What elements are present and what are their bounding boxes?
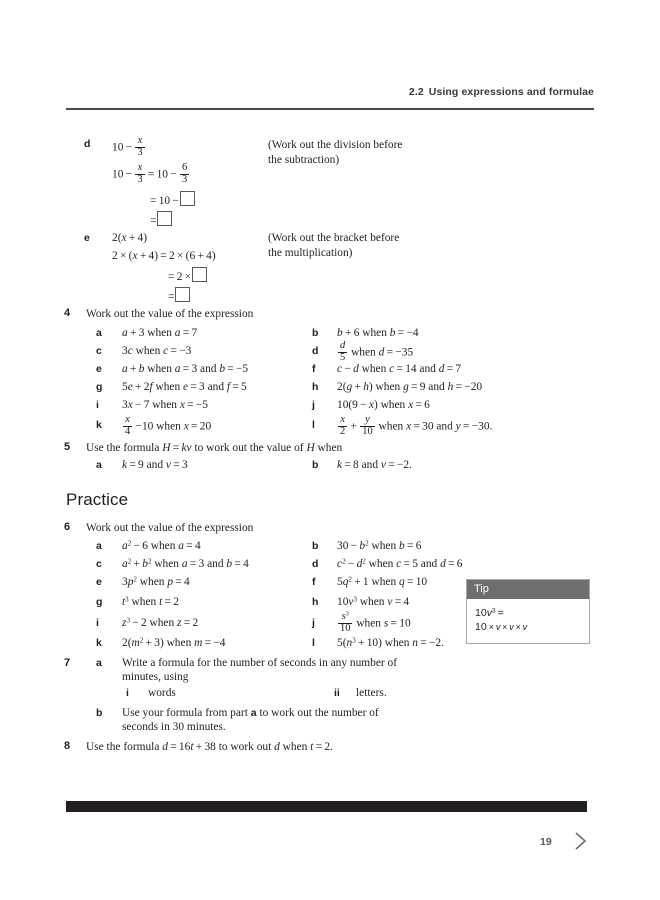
question-6-item-k: $2(m^2 + 3)$ when m = −4 <box>122 636 226 649</box>
question-4-item-e: a + b when a = 3 and b = −5 <box>122 363 249 375</box>
practice-heading: Practice <box>66 490 129 509</box>
example-d-expression: 10 − $\frac{x}{3}$ <box>112 135 143 158</box>
example-e-note-line2: the multiplication) <box>268 247 353 259</box>
question-4-item-h-label: h <box>312 381 319 393</box>
question-4-item-e-label: e <box>96 363 102 375</box>
tip-title: Tip <box>467 580 589 599</box>
question-4-item-b: b + 6 when b = −4 <box>337 327 419 339</box>
question-6-item-g: $t^3$ when t = 2 <box>122 595 179 608</box>
example-d-working-line1: 10 − $\frac{x}{3}$ = 10 − $\frac{6}{3}$ <box>112 162 188 185</box>
question-7-part-a-label: a <box>96 657 102 669</box>
example-d-working-line2: = 10 − <box>150 191 196 208</box>
question-5-stem: Use the formula H = kv to work out the value of H when <box>86 442 343 454</box>
question-4-item-i-label: i <box>96 399 99 411</box>
question-4-item-d-label: d <box>312 345 319 357</box>
question-5-item-b-label: b <box>312 459 319 471</box>
example-e-note <box>268 231 458 261</box>
question-6-item-e: $3p^2$ when p = 4 <box>122 575 190 588</box>
example-d-note-line1: (Work out the division before <box>268 139 403 151</box>
question-7-subitem-ii-label: ii <box>334 687 340 699</box>
question-4-stem: Work out the value of the expression <box>86 308 254 320</box>
question-6-item-c-label: c <box>96 558 102 570</box>
question-5-item-a: k = 9 and v = 3 <box>122 459 188 471</box>
question-6-item-j: $\frac{s^3}{10}$ when s = 10 <box>340 610 411 634</box>
question-6-item-f-label: f <box>312 576 316 588</box>
question-4-item-b-label: b <box>312 327 319 339</box>
question-4-item-c: 3c when c = −3 <box>122 345 192 357</box>
question-4-item-k: $\frac{x}{4}$ −10 when x = 20 <box>125 414 212 437</box>
question-6-item-c: $a^2 + b^2$ when a = 3 and b = 4 <box>122 557 249 570</box>
question-4-item-l: $\frac{x}{2}$ + $\frac{y}{10}$ when x = 30 and y = −30. <box>340 414 493 437</box>
answer-box[interactable] <box>175 287 190 302</box>
question-7-part-b-label: b <box>96 707 103 719</box>
question-4-item-g: 5e + 2f when e = 3 and f = 5 <box>122 381 247 393</box>
question-7-subitem-i-label: i <box>126 687 129 699</box>
question-4-number: 4 <box>64 307 71 319</box>
question-8-stem: Use the formula d = 16t + 38 to work out d when t = 2. <box>86 741 333 753</box>
question-6-item-l: $5(n^3 + 10)$ when n = −2. <box>337 636 444 649</box>
question-4-item-j: 10(9 − x) when x = 6 <box>337 399 430 411</box>
question-6-item-h: $10v^3$ when v = 4 <box>337 595 410 608</box>
question-4-item-i: 3x − 7 when x = −5 <box>122 399 208 411</box>
tip-box <box>466 579 590 644</box>
question-5-item-a-label: a <box>96 459 102 471</box>
question-6-item-e-label: e <box>96 576 102 588</box>
answer-box[interactable] <box>192 267 207 282</box>
answer-box[interactable] <box>180 191 195 206</box>
example-e-working-line2: = 2 × <box>168 267 208 284</box>
question-6-item-b: $30 - b^2$ when b = 6 <box>337 539 422 552</box>
question-6-item-k-label: k <box>96 637 102 649</box>
question-6-item-l-label: l <box>312 637 315 649</box>
question-4-item-d: $\frac{d}{5}$ when d = −35 <box>340 340 414 363</box>
page-header <box>66 86 594 98</box>
question-7-part-a-line2: minutes, using <box>122 671 189 683</box>
question-6-item-h-label: h <box>312 596 319 608</box>
chevron-right-icon[interactable] <box>572 830 588 852</box>
header-section-title: Using expressions and formulae <box>428 86 594 98</box>
question-4-item-j-label: j <box>312 399 315 411</box>
question-4-item-f-label: f <box>312 363 316 375</box>
question-7-number: 7 <box>64 657 71 669</box>
question-4-item-a: a + 3 when a = 7 <box>122 327 198 339</box>
example-e-working-line3: = <box>168 287 191 304</box>
question-4-item-g-label: g <box>96 381 103 393</box>
question-6-item-i-label: i <box>96 617 99 629</box>
question-4-item-c-label: c <box>96 345 102 357</box>
question-6-item-f: $5q^2 + 1$ when q = 10 <box>337 575 428 588</box>
tip-body <box>467 599 589 643</box>
question-4-item-k-label: k <box>96 419 102 431</box>
question-6-stem: Work out the value of the expression <box>86 522 254 534</box>
question-5-item-b: k = 8 and v = −2. <box>337 459 412 471</box>
example-d-note-line2: the subtraction) <box>268 154 340 166</box>
question-6-item-a-label: a <box>96 540 102 552</box>
answer-box[interactable] <box>157 211 172 226</box>
tip-line-2: 10 × v × v × v <box>475 621 528 633</box>
tip-line-1: $10v^3$ = <box>475 607 504 619</box>
question-5-number: 5 <box>64 441 71 453</box>
header-divider <box>66 108 594 110</box>
question-6-item-j-label: j <box>312 617 315 629</box>
question-6-item-d: $c^2 - d^2$ when c = 5 and d = 6 <box>337 557 463 570</box>
question-4-item-f: c − d when c = 14 and d = 7 <box>337 363 462 375</box>
page-number: 19 <box>540 836 552 848</box>
question-4-item-a-label: a <box>96 327 102 339</box>
question-4-item-l-label: l <box>312 419 315 431</box>
question-6-item-i: $z^3 - 2$ when z = 2 <box>122 616 199 629</box>
question-6-item-b-label: b <box>312 540 319 552</box>
example-e-note-line1: (Work out the bracket before <box>268 232 400 244</box>
header-section-number: 2.2 <box>408 86 424 98</box>
question-6-item-d-label: d <box>312 558 319 570</box>
question-7-part-a-line1: Write a formula for the number of seconds in any number of <box>122 657 398 669</box>
question-6-number: 6 <box>64 521 71 533</box>
example-d-note <box>268 138 458 168</box>
question-7-part-b-line1: Use your formula from part a to work out the number of <box>122 707 379 719</box>
footer-bar <box>66 801 587 812</box>
question-4-item-h: 2(g + h) when g = 9 and h = −20 <box>337 381 483 393</box>
question-7-subitem-i: words <box>148 687 176 699</box>
example-e-label: e <box>84 232 90 244</box>
question-6-item-g-label: g <box>96 596 103 608</box>
question-7-subitem-ii: letters. <box>356 687 387 699</box>
question-6-item-a: $a^2 - 6$ when a = 4 <box>122 539 201 552</box>
example-d-label: d <box>84 138 91 150</box>
example-e-expression: 2(x + 4) <box>112 232 148 244</box>
example-d-working-line3: = <box>150 211 173 228</box>
example-e-working-line1: 2 × (x + 4) = 2 × (6 + 4) <box>112 250 216 262</box>
question-8-number: 8 <box>64 740 71 752</box>
question-7-part-b-line2: seconds in 30 minutes. <box>122 721 226 733</box>
